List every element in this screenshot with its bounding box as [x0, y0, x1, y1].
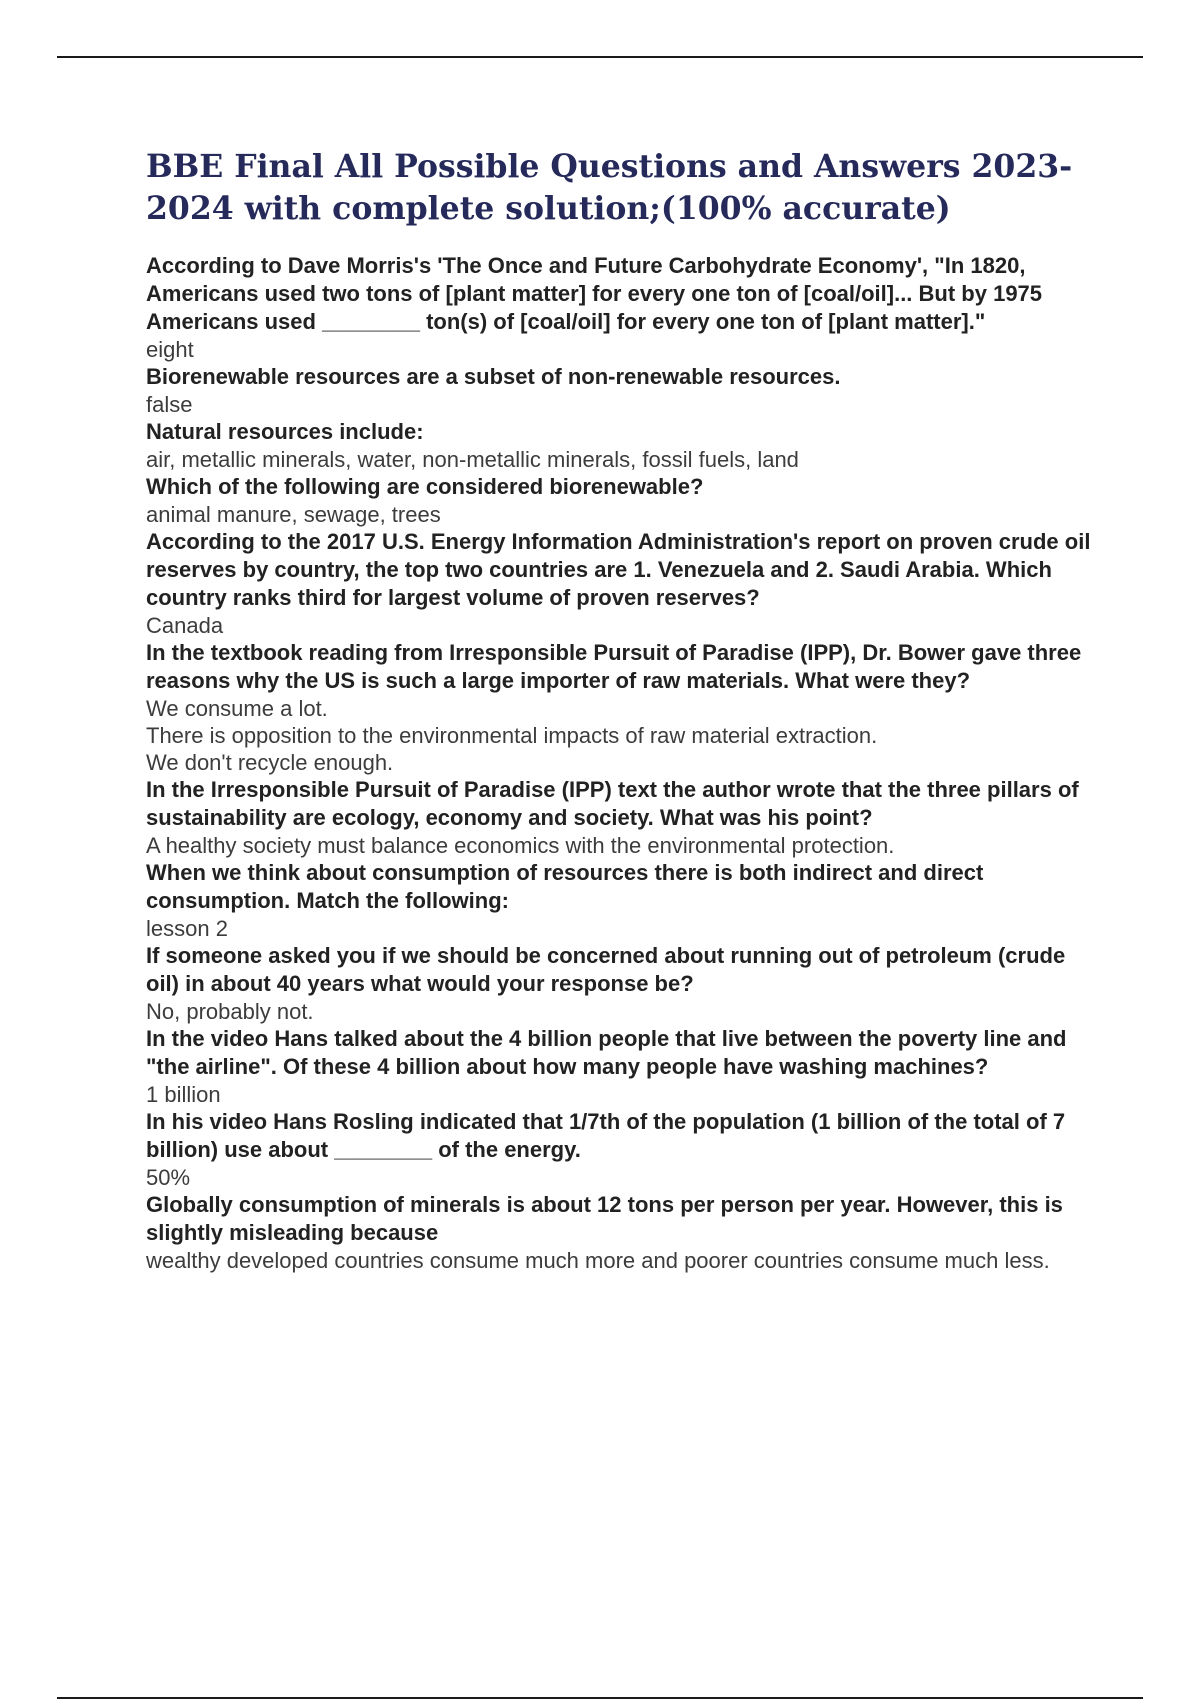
question-text: In the video Hans talked about the 4 billion people that live between the poverty line and "the airline". Of these 4 billion about how many people have washing machines?	[146, 1026, 1067, 1079]
qa-item	[146, 473, 1096, 528]
question-text: According to the 2017 U.S. Energy Information Administration's report on proven crude oil reserves by country, the top two countries are 1. Venezuela and 2. Saudi Arabia. Which country ranks third for largest volume of proven reserves?	[146, 529, 1091, 610]
answer-text: A healthy society must balance economics with the environmental protection.	[146, 833, 895, 858]
qa-item	[146, 639, 1096, 776]
answer-text: lesson 2	[146, 916, 228, 941]
answer-text: We consume a lot.	[146, 696, 328, 721]
question-text: Natural resources include:	[146, 419, 424, 444]
qa-item	[146, 1191, 1096, 1274]
answer-text: Canada	[146, 613, 224, 638]
answer-text: wealthy developed countries consume much more and poorer countries consume much less.	[146, 1248, 1050, 1273]
question-text: In the textbook reading from Irresponsible Pursuit of Paradise (IPP), Dr. Bower gave three reasons why the US is such a large importer of raw materials. What were they?	[146, 640, 1082, 693]
answer-text: false	[146, 392, 193, 417]
question-text: In the Irresponsible Pursuit of Paradise (IPP) text the author wrote that the three pillars of sustainability are ecology, economy and society. What was his point?	[146, 777, 1079, 830]
qa-list	[146, 252, 1096, 1274]
qa-item	[146, 528, 1096, 639]
answer-text: air, metallic minerals, water, non-metallic minerals, fossil fuels, land	[146, 447, 799, 472]
answer-text: 1 billion	[146, 1082, 221, 1107]
qa-item	[146, 942, 1096, 1025]
top-divider	[57, 56, 1143, 58]
qa-item	[146, 1108, 1096, 1191]
qa-item	[146, 859, 1096, 942]
question-text: When we think about consumption of resources there is both indirect and direct consumption. Match the following:	[146, 860, 984, 913]
question-text: According to Dave Morris's 'The Once and Future Carbohydrate Economy', "In 1820, Americans used two tons of [plant matter] for every one ton of [coal/oil]... But by 1975 Americans used ________ ton(s) of [coal/oil] for every one ton of [plant matter]."	[146, 253, 1043, 334]
answer-text: We don't recycle enough.	[146, 750, 394, 775]
question-text: If someone asked you if we should be concerned about running out of petroleum (crude oil) in about 40 years what would your response be?	[146, 943, 1066, 996]
qa-item	[146, 1025, 1096, 1108]
document-body	[146, 146, 1096, 1274]
answer-text: animal manure, sewage, trees	[146, 502, 441, 527]
answer-text: There is opposition to the environmental impacts of raw material extraction.	[146, 723, 878, 748]
qa-item	[146, 776, 1096, 859]
question-text: Biorenewable resources are a subset of non-renewable resources.	[146, 364, 841, 389]
qa-item	[146, 252, 1096, 363]
answer-text: 50%	[146, 1165, 191, 1190]
answer-text: eight	[146, 337, 194, 362]
answer-text: No, probably not.	[146, 999, 314, 1024]
bottom-divider	[57, 1697, 1143, 1699]
qa-item	[146, 363, 1096, 418]
question-text: In his video Hans Rosling indicated that 1/7th of the population (1 billion of the total of 7 billion) use about ________ of the energy.	[146, 1109, 1066, 1162]
question-text: Globally consumption of minerals is about 12 tons per person per year. However, this is slightly misleading because	[146, 1192, 1063, 1245]
qa-item	[146, 418, 1096, 473]
document-title: BBE Final All Possible Questions and Answers 2023-2024 with complete solution;(100% accurate)	[146, 148, 1073, 227]
question-text: Which of the following are considered biorenewable?	[146, 474, 704, 499]
